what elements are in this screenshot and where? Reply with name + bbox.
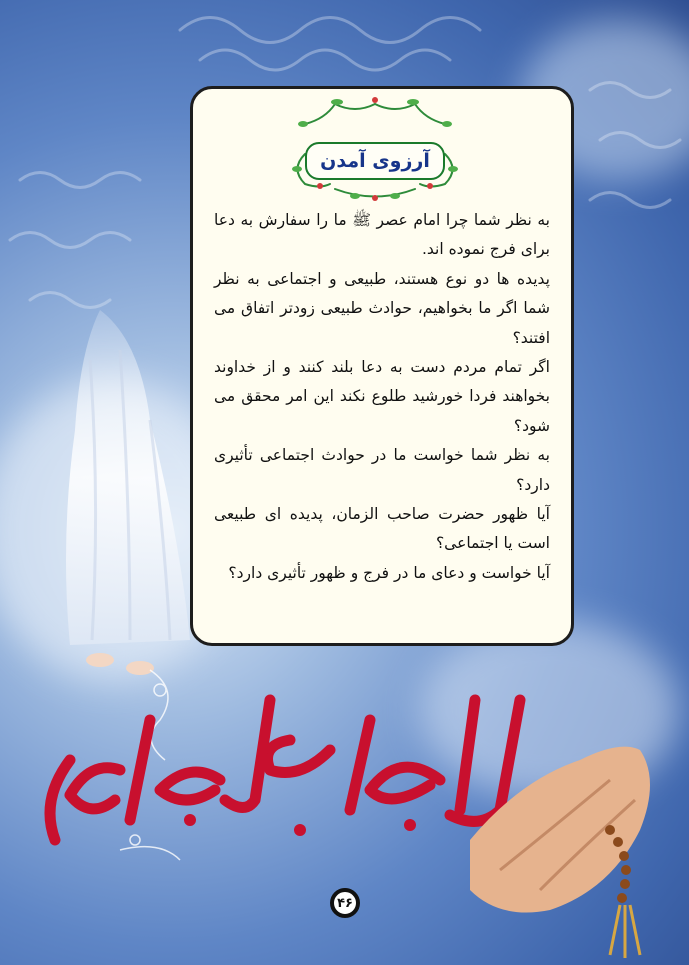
body-text	[214, 206, 550, 588]
paragraph: آیا خواست و دعای ما در فرج و ظهور تأثیری دارد؟	[228, 563, 550, 582]
paragraph: اگر تمام مردم دست به دعا بلند کنند و از خداوند بخواهند فردا خورشید طلوع نکند این امر محقق می شود؟	[214, 358, 550, 435]
paragraph: آیا ظهور حضرت صاحب الزمان، پدیده ای طبیعی است یا اجتماعی؟	[214, 505, 550, 553]
section-title: آرزوی آمدن	[305, 142, 445, 180]
page-number: ۴۶	[330, 888, 360, 918]
paragraph: به نظر شما خواست ما در حوادث اجتماعی تأثیری دارد؟	[214, 446, 550, 494]
paragraph: به نظر شما چرا امام عصر ﷺ ما را سفارش به دعا برای فرج نموده اند.	[214, 211, 550, 259]
praying-hands-illustration	[460, 720, 670, 960]
veiled-figure-illustration	[30, 300, 200, 680]
paragraph: پدیده ها دو نوع هستند، طبیعی و اجتماعی به نظر شما اگر ما بخواهیم، حوادث طبیعی زودتر اتفاق می افتند؟	[214, 269, 550, 347]
